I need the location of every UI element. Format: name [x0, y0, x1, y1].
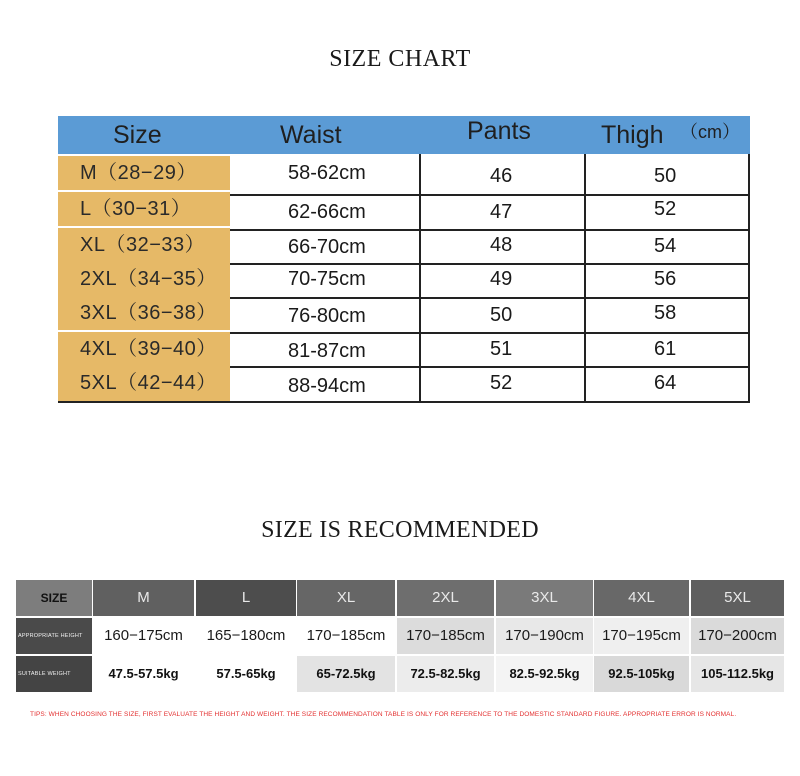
table-row: [58, 262, 750, 296]
size-cell: 2XL: [397, 580, 494, 616]
height-cell: 170−195cm: [594, 618, 689, 654]
pants-cell: 48: [490, 234, 513, 256]
header-size: Size: [113, 121, 162, 149]
size-cell: 5XL（42−44）: [58, 366, 230, 402]
weight-cell: 105-112.5kg: [691, 656, 784, 692]
weight-cell: 65-72.5kg: [297, 656, 395, 692]
waist-cell: 70-75cm: [288, 268, 366, 290]
pants-cell: 52: [490, 372, 513, 394]
height-cell: 170−190cm: [496, 618, 593, 654]
column-divider: [419, 154, 421, 403]
thigh-cell: 50: [654, 165, 677, 187]
size-cell: 3XL: [496, 580, 593, 616]
weight-cell: 82.5-92.5kg: [496, 656, 593, 692]
size-cell: XL（32−33）: [58, 228, 230, 262]
thigh-cell: 64: [654, 372, 677, 394]
header-waist: Waist: [280, 121, 342, 149]
table-right-border: [748, 154, 750, 403]
pants-cell: 46: [490, 165, 513, 187]
size-cell: M（28−29）: [58, 156, 230, 190]
table-bottom-border: [58, 401, 750, 403]
table-row: [58, 192, 750, 226]
thigh-cell: 54: [654, 235, 677, 257]
size-cell: L（30−31）: [58, 192, 230, 226]
header-thigh: Thigh: [601, 121, 664, 149]
table-row: [58, 228, 750, 262]
row-divider: [230, 366, 750, 368]
waist-cell: 62-66cm: [288, 201, 366, 223]
row-divider: [230, 297, 750, 299]
waist-cell: 88-94cm: [288, 375, 366, 397]
row-divider: [230, 194, 750, 196]
pants-cell: 47: [490, 201, 513, 223]
column-divider: [584, 154, 586, 403]
height-cell: 170−185cm: [297, 618, 395, 654]
height-row: [16, 618, 784, 654]
header-pants: Pants: [467, 117, 531, 145]
size-cell: XL: [297, 580, 395, 616]
size-cell: 5XL: [691, 580, 784, 616]
height-cell: 170−200cm: [691, 618, 784, 654]
thigh-cell: 61: [654, 338, 677, 360]
thigh-cell: 52: [654, 198, 677, 220]
height-label-cell: APPROPRIATE HEIGHT: [16, 618, 92, 654]
recommended-title: SIZE IS RECOMMENDED: [261, 517, 539, 543]
waist-cell: 66-70cm: [288, 236, 366, 258]
size-chart-title: SIZE CHART: [329, 46, 471, 72]
tips-note: TIPS: WHEN CHOOSING THE SIZE, FIRST EVALUATE THE HEIGHT AND WEIGHT. THE SIZE RECOMMENDATION TABLE IS ONLY FOR REFERENCE TO THE DOMESTIC STANDARD FIGURE. APPROPRIATE ERROR IS NORMAL.: [30, 711, 737, 718]
thigh-cell: 58: [654, 302, 677, 324]
weight-cell: 47.5-57.5kg: [93, 656, 194, 692]
waist-cell: 76-80cm: [288, 305, 366, 327]
row-divider: [230, 229, 750, 231]
weight-cell: 92.5-105kg: [594, 656, 689, 692]
size-cell: L: [196, 580, 296, 616]
table-row: [58, 296, 750, 330]
size-cell: 4XL（39−40）: [58, 332, 230, 366]
size-cell: 4XL: [594, 580, 689, 616]
weight-label-cell: SUITABLE WEIGHT: [16, 656, 92, 692]
size-chart-body: [58, 154, 750, 404]
waist-cell: 81-87cm: [288, 340, 366, 362]
table-row: [58, 332, 750, 366]
weight-cell: 72.5-82.5kg: [397, 656, 494, 692]
size-cell: 3XL（36−38）: [58, 296, 230, 330]
header-unit: （cm）: [680, 122, 740, 142]
size-label-cell: SIZE: [16, 580, 92, 616]
thigh-cell: 56: [654, 268, 677, 290]
pants-cell: 51: [490, 338, 513, 360]
table-row: [58, 366, 750, 402]
weight-cell: 57.5-65kg: [196, 656, 296, 692]
size-chart-header: [58, 116, 750, 154]
size-cell: 2XL（34−35）: [58, 262, 230, 296]
row-divider: [230, 332, 750, 334]
waist-cell: 58-62cm: [288, 162, 366, 184]
height-cell: 165−180cm: [196, 618, 296, 654]
size-row: [16, 580, 784, 616]
weight-row: [16, 656, 784, 692]
size-chart-table: [58, 116, 750, 404]
recommended-table: [16, 580, 784, 690]
size-cell: M: [93, 580, 194, 616]
pants-cell: 50: [490, 304, 513, 326]
table-row: [58, 156, 750, 190]
row-divider: [230, 263, 750, 265]
height-cell: 170−185cm: [397, 618, 494, 654]
height-cell: 160−175cm: [93, 618, 194, 654]
pants-cell: 49: [490, 268, 513, 290]
